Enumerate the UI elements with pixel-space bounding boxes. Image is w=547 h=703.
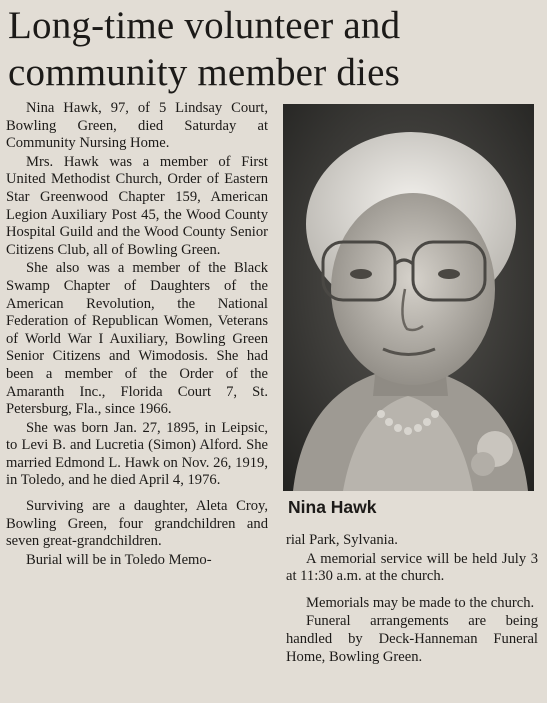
paragraph-funeral-arrangements: Funeral arrangements are being handled by Deck-Hanneman Funeral Home, Bowling Green. bbox=[286, 613, 538, 665]
paragraph-biography: She was born Jan. 27, 1895, in Leipsic, to Levi B. and Lucretia (Simon) Alford. She married Edmond L. Hawk on Nov. 26, 1919, in Toledo, and he died April 4, 1976. bbox=[6, 419, 268, 489]
paragraph-burial-continued: rial Park, Sylvania. bbox=[286, 532, 398, 548]
headline bbox=[8, 2, 543, 96]
paragraph-memorials: Memorials may be made to the church. bbox=[306, 594, 535, 611]
paragraph-survivors: Surviving are a daughter, Aleta Croy, Bowling Green, four grandchildren and seven great-grandchildren. bbox=[6, 498, 268, 550]
photo-caption: Nina Hawk bbox=[288, 497, 377, 517]
portrait-photo bbox=[283, 104, 534, 491]
paragraph-burial: Burial will be in Toledo Memo- bbox=[26, 551, 212, 568]
portrait-illustration bbox=[283, 104, 534, 491]
headline-line-2: community member dies bbox=[8, 51, 400, 94]
paragraph-more-memberships: She also was a member of the Black Swamp Chapter of Daughters of the American Revolution, the National Federation of Republican Women, Veterans of World War I Auxiliary, Bowling Green Senior Citizens and Wimodosis. She had been a member of the Order of the Amaranth Inc., Florida Court 7, St. Petersburg, Fla., since 1966. bbox=[6, 260, 268, 418]
paragraph-memberships: Mrs. Hawk was a member of First United Methodist Church, Order of Eastern Star Greenwood Chapter 159, American Legion Auxiliary Post 45, the Wood County Hospital Guild and the Wood County Senior Citizens Club, all of Bowling Green. bbox=[6, 153, 268, 258]
article-left-column bbox=[6, 100, 268, 570]
paragraph-memorial-service: A memorial service will be held July 3 at 11:30 a.m. at the church. bbox=[286, 550, 538, 585]
headline-line-1: Long-time volunteer and bbox=[8, 4, 401, 47]
article-right-column bbox=[286, 532, 538, 667]
paragraph-obituary-intro: Nina Hawk, 97, of 5 Lindsay Court, Bowling Green, died Saturday at Community Nursing Home. bbox=[6, 100, 268, 152]
